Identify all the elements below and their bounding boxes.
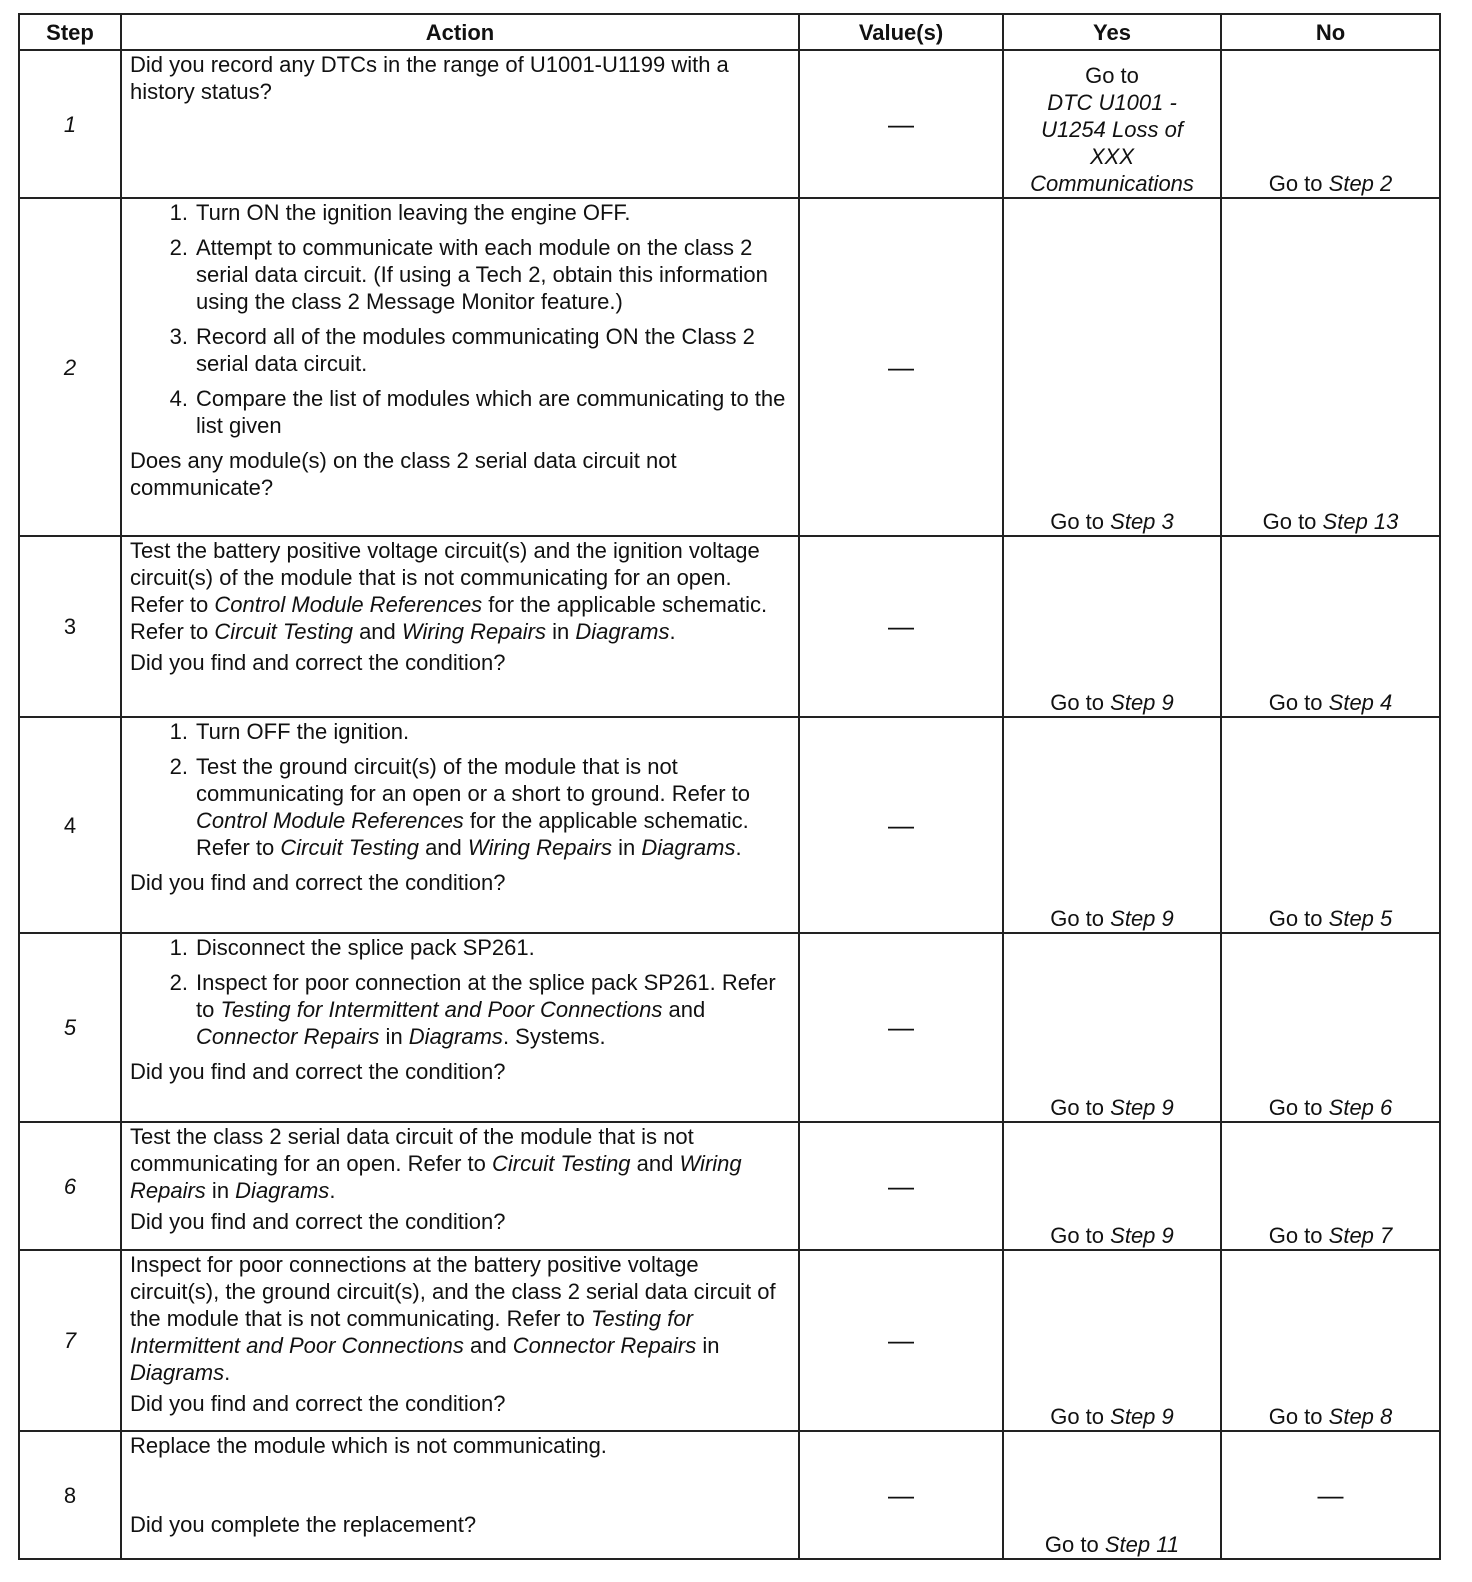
no-target: Step 8 (1328, 1404, 1393, 1429)
action-text (130, 537, 790, 645)
yes-target: Step 3 (1110, 509, 1174, 534)
yes-target: Step 11 (1104, 1532, 1180, 1557)
no-cell (1221, 1250, 1440, 1431)
table-row (19, 717, 1440, 933)
reference-text: Circuit Testing (214, 619, 353, 644)
substep-list (130, 718, 790, 861)
table-row (19, 1250, 1440, 1431)
reference-text: Diagrams (130, 1360, 225, 1385)
question-text: Did you find and correct the condition? (130, 1209, 506, 1234)
reference-text: Circuit Testing (491, 1151, 631, 1176)
no-cell (1221, 1122, 1440, 1250)
action-cell (121, 536, 799, 717)
substep-number: 4. (169, 386, 188, 411)
substep-item (130, 753, 790, 861)
action-cell (121, 50, 799, 198)
yes-line: XXX (1089, 144, 1135, 169)
substep-item (130, 199, 790, 226)
reference-text: Diagrams (575, 619, 670, 644)
yes-prefix: Go to (1050, 906, 1105, 931)
yes-cell (1003, 1122, 1221, 1250)
text-segment: Test the battery positive voltage circuit(s) and the ignition voltage circuit(s) of the module that is not communicating for an open. Refer to (130, 538, 760, 617)
action-text (130, 51, 790, 105)
question-text: Did you find and correct the condition? (130, 1059, 506, 1084)
substep-item (130, 323, 790, 377)
value-cell: — (799, 198, 1003, 536)
table-row (19, 933, 1440, 1122)
no-cell (1221, 717, 1440, 933)
reference-text: Control Module References (214, 592, 483, 617)
text-segment: Compare the list of modules which are communicating to the list given (196, 386, 786, 438)
action-cell (121, 1250, 799, 1431)
reference-text: Testing for Intermittent and Poor Connections (130, 1306, 693, 1358)
reference-text: Connector Repairs (196, 1024, 380, 1049)
no-prefix: Go to (1268, 171, 1323, 196)
value-cell: — (799, 933, 1003, 1122)
no-target: Step 2 (1328, 171, 1393, 196)
text-segment: and (630, 1151, 680, 1176)
text-segment: Test the class 2 serial data circuit of the module that is not communicating for an open. Refer to (130, 1124, 694, 1176)
text-segment: Record all of the modules communicating ON the Class 2 serial data circuit. (196, 324, 755, 376)
yes-prefix: Go to (1050, 1223, 1105, 1248)
yes-target: Step 9 (1110, 906, 1174, 931)
text-segment: Attempt to communicate with each module on the class 2 serial data circuit. (If using a Tech 2, obtain this information using the class 2 Message Monitor feature.) (196, 235, 768, 314)
yes-line: DTC U1001 - (1047, 90, 1177, 115)
substep-list (130, 934, 790, 1050)
substep-number: 2. (169, 970, 188, 995)
action-cell (121, 933, 799, 1122)
substep-item (130, 234, 790, 315)
text-segment: and (418, 835, 468, 860)
table-row (19, 1122, 1440, 1250)
reference-text: Testing for Intermittent and Poor Connections (220, 997, 663, 1022)
yes-line: U1254 Loss of (1041, 117, 1183, 142)
no-prefix: Go to (1268, 690, 1323, 715)
question-text: Did you complete the replacement? (130, 1512, 477, 1537)
header-row (19, 14, 1440, 50)
substep-text (196, 323, 790, 377)
substep-text (196, 199, 790, 226)
value-cell: — (799, 1250, 1003, 1431)
substep-text (196, 969, 790, 1050)
action-text (130, 1123, 790, 1204)
action-text (130, 1432, 790, 1459)
yes-prefix: Go to (1050, 1095, 1105, 1120)
value-cell: — (799, 717, 1003, 933)
text-segment: Inspect for poor connection at the splice pack SP261. Refer to (196, 970, 776, 1022)
reference-text: Diagrams (235, 1178, 330, 1203)
no-target: Step 5 (1328, 906, 1393, 931)
no-target: Step 13 (1322, 509, 1399, 534)
value-cell: — (799, 536, 1003, 717)
no-prefix: Go to (1268, 1404, 1323, 1429)
yes-target: Step 9 (1110, 1095, 1174, 1120)
yes-target: Step 9 (1110, 1404, 1174, 1429)
action-cell (121, 1122, 799, 1250)
table-row (19, 1431, 1440, 1559)
table-row (19, 50, 1440, 198)
text-segment: in (611, 835, 642, 860)
text-segment: Turn OFF the ignition. (196, 719, 410, 744)
header-values: Value(s) (799, 14, 1003, 50)
text-segment: for the applicable schematic. Refer to (130, 592, 768, 644)
text-segment: and (352, 619, 402, 644)
step-number: 1 (19, 50, 121, 198)
substep-text (196, 234, 790, 315)
text-segment: . Systems. (502, 1024, 606, 1049)
text-segment: in (379, 1024, 409, 1049)
step-number: 4 (19, 717, 121, 933)
step-number: 2 (19, 198, 121, 536)
no-prefix: Go to (1268, 1223, 1323, 1248)
action-text (130, 1251, 790, 1386)
yes-prefix: Go to (1050, 690, 1105, 715)
no-prefix: Go to (1268, 906, 1323, 931)
no-prefix: Go to (1268, 1095, 1323, 1120)
text-segment: in (696, 1333, 720, 1358)
no-cell (1221, 933, 1440, 1122)
reference-text: Connector Repairs (512, 1333, 697, 1358)
question-text: Did you find and correct the condition? (130, 870, 506, 895)
substep-number: 2. (169, 754, 188, 779)
question-text: Does any module(s) on the class 2 serial data circuit not communicate? (130, 448, 677, 500)
text-segment: Turn ON the ignition leaving the engine OFF. (196, 200, 631, 225)
question-text: Did you find and correct the condition? (130, 1391, 506, 1416)
substep-text (196, 753, 790, 861)
yes-prefix: Go to (1050, 1404, 1105, 1429)
text-segment: . (669, 619, 676, 644)
text-segment: for the applicable schematic. Refer to (196, 808, 749, 860)
yes-line: Communications (1030, 171, 1194, 196)
text-segment: Disconnect the splice pack SP261. (196, 935, 535, 960)
text-segment: Inspect for poor connections at the battery positive voltage circuit(s), the ground circuit(s), and the class 2 serial data circuit of the module that is not communicating. Refer to (130, 1252, 776, 1331)
reference-text: Diagrams (408, 1024, 503, 1049)
no-cell (1221, 536, 1440, 717)
value-cell: — (799, 50, 1003, 198)
action-cell (121, 717, 799, 933)
substep-list (130, 199, 790, 439)
step-number: 6 (19, 1122, 121, 1250)
header-no: No (1221, 14, 1440, 50)
substep-item (130, 385, 790, 439)
text-segment: Test the ground circuit(s) of the module that is not communicating for an open or a short to ground. Refer to (196, 754, 750, 806)
no-cell (1221, 50, 1440, 198)
header-step: Step (19, 14, 121, 50)
reference-text: Wiring Repairs (467, 835, 612, 860)
text-segment: and (463, 1333, 513, 1358)
substep-number: 2. (169, 235, 188, 260)
table-row (19, 198, 1440, 536)
yes-cell (1003, 1250, 1221, 1431)
text-segment: . (224, 1360, 231, 1385)
text-segment: . (735, 835, 742, 860)
yes-cell (1003, 50, 1221, 198)
no-cell: — (1221, 1431, 1440, 1559)
no-cell (1221, 198, 1440, 536)
substep-item (130, 718, 790, 745)
text-segment: Replace the module which is not communicating. (130, 1433, 607, 1458)
question-text: Did you find and correct the condition? (130, 650, 506, 675)
yes-prefix: Go to (1050, 509, 1105, 534)
yes-target: Step 9 (1110, 1223, 1174, 1248)
reference-text: Wiring Repairs (130, 1151, 742, 1203)
substep-number: 1. (169, 200, 188, 225)
reference-text: Diagrams (641, 835, 736, 860)
substep-text (196, 934, 790, 961)
reference-text: Circuit Testing (280, 835, 419, 860)
step-number: 7 (19, 1250, 121, 1431)
text-segment: . (329, 1178, 336, 1203)
substep-item (130, 969, 790, 1050)
action-cell (121, 1431, 799, 1559)
substep-item (130, 934, 790, 961)
yes-target: Step 9 (1110, 690, 1174, 715)
yes-line: Go to (1085, 63, 1139, 88)
header-yes: Yes (1003, 14, 1221, 50)
no-target: Step 4 (1328, 690, 1393, 715)
diagnostic-table (18, 13, 1441, 1560)
value-cell: — (799, 1122, 1003, 1250)
step-number: 3 (19, 536, 121, 717)
substep-text (196, 718, 790, 745)
yes-cell (1003, 1431, 1221, 1559)
yes-cell (1003, 933, 1221, 1122)
text-segment: in (545, 619, 576, 644)
reference-text: Wiring Repairs (401, 619, 546, 644)
text-segment: and (662, 997, 706, 1022)
table-row (19, 536, 1440, 717)
substep-number: 3. (169, 324, 188, 349)
header-action: Action (121, 14, 799, 50)
substep-number: 1. (169, 935, 188, 960)
reference-text: Control Module References (196, 808, 464, 833)
no-target: Step 7 (1328, 1223, 1393, 1248)
no-target: Step 6 (1328, 1095, 1393, 1120)
yes-cell (1003, 536, 1221, 717)
step-number: 5 (19, 933, 121, 1122)
yes-cell (1003, 198, 1221, 536)
substep-text (196, 385, 790, 439)
substep-number: 1. (169, 719, 188, 744)
action-cell (121, 198, 799, 536)
step-number: 8 (19, 1431, 121, 1559)
value-cell: — (799, 1431, 1003, 1559)
text-segment: Did you record any DTCs in the range of U1001-U1199 with a history status? (130, 52, 729, 104)
text-segment: in (205, 1178, 236, 1203)
no-prefix: Go to (1262, 509, 1317, 534)
yes-cell (1003, 717, 1221, 933)
yes-prefix: Go to (1044, 1532, 1099, 1557)
